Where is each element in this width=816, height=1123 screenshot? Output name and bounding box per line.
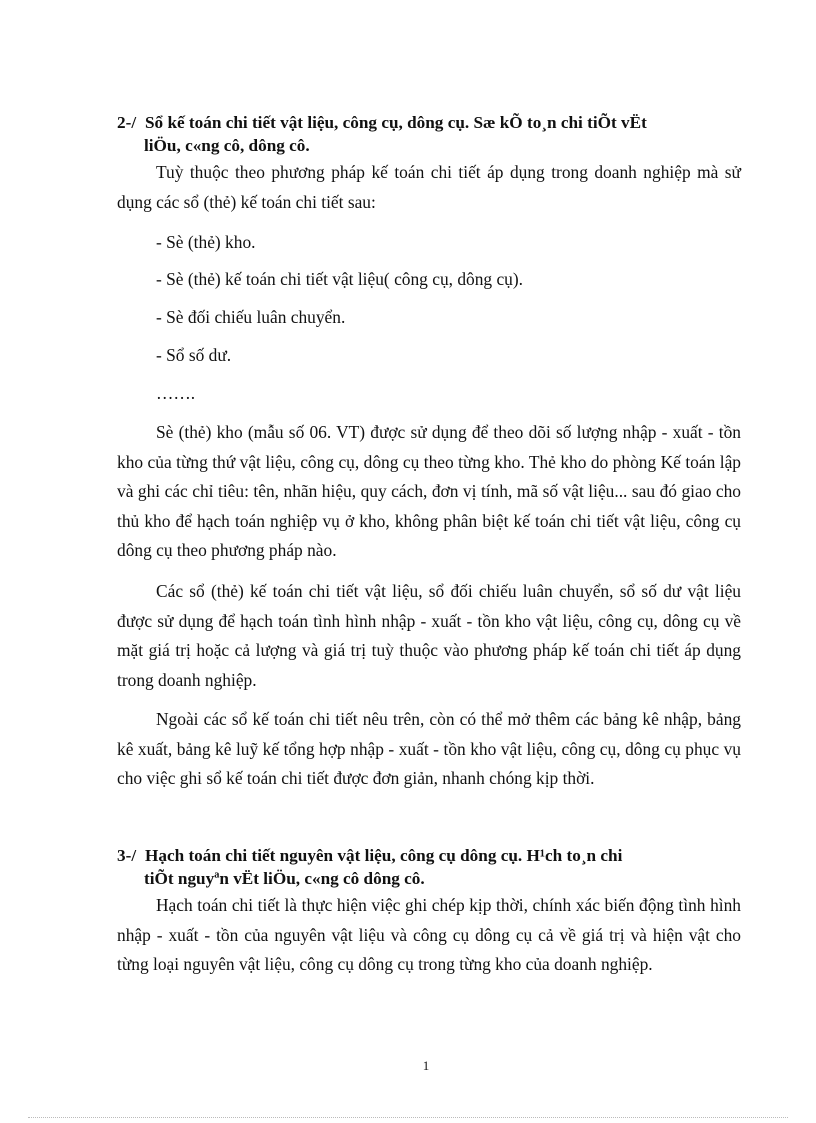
list-item: ……. bbox=[156, 383, 196, 403]
page-number: 1 bbox=[422, 1058, 430, 1073]
list-item: - Sè (thẻ) kế toán chi tiết vật liệu( công cụ, dông cụ). bbox=[156, 269, 524, 289]
section-3-title-line2: tiÕt nguyªn vËt liÖu, c«ng cô dông cô. bbox=[144, 869, 425, 888]
section-3-heading bbox=[117, 844, 741, 890]
section-2-title-line1: Sổ kế toán chi tiết vật liệu, công cụ, dông cụ. Sæ kÕ to¸n chi tiÕt vËt bbox=[145, 113, 647, 132]
paragraph-bang-ke: Ngoài các sổ kế toán chi tiết nêu trên, còn có thể mở thêm các bảng kê nhập, bảng kê xuất, bảng kê luỹ kế tổng hợp nhập - xuất - tồn kho vật liệu, công cụ, dông cụ phục vụ cho việc ghi sổ kế toán chi tiết được đơn giản, nhanh chóng kịp thời. bbox=[117, 709, 741, 788]
section-3-title-line1: Hạch toán chi tiết nguyên vật liệu, công cụ dông cụ. H¹ch to¸n chi bbox=[145, 846, 623, 865]
list-item: - Sè đối chiếu luân chuyển. bbox=[156, 307, 346, 327]
section-2-heading bbox=[117, 111, 741, 157]
list-item: - Sổ số dư. bbox=[156, 345, 232, 365]
section-2-intro: Tuỳ thuộc theo phương pháp kế toán chi tiết áp dụng trong doanh nghiệp mà sử dụng các sổ (thẻ) kế toán chi tiết sau: bbox=[117, 162, 741, 212]
section-3-number: 3-/ bbox=[117, 846, 137, 865]
list-item: - Sè (thẻ) kho. bbox=[156, 232, 256, 252]
footer-divider bbox=[28, 1117, 788, 1118]
paragraph-so-the-kho: Sè (thẻ) kho (mẫu số 06. VT) được sử dụng để theo dõi số lượng nhập - xuất - tồn kho của từng thứ vật liệu, công cụ, dông cụ theo từng kho. Thẻ kho do phòng Kế toán lập và ghi các chỉ tiêu: tên, nhãn hiệu, quy cách, đơn vị tính, mã số vật liệu... sau đó giao cho thủ kho để hạch toán nghiệp vụ ở kho, không phân biệt kế toán chi tiết vật liệu, công cụ dông cụ theo phương pháp nào. bbox=[117, 422, 741, 560]
paragraph-so-ke-toan: Các sổ (thẻ) kế toán chi tiết vật liệu, sổ đối chiếu luân chuyển, sổ số dư vật liệu được sử dụng để hạch toán tình hình nhập - xuất - tồn kho vật liệu, công cụ, dông cụ về mặt giá trị hoặc cả lượng và giá trị tuỳ thuộc vào phương pháp kế toán chi tiết áp dụng trong doanh nghiệp. bbox=[117, 581, 741, 690]
section-2-number: 2-/ bbox=[117, 113, 137, 132]
section-3-paragraph: Hạch toán chi tiết là thực hiện việc ghi chép kịp thời, chính xác biến động tình hình nhập - xuất - tồn của nguyên vật liệu và công cụ dông cụ cả về giá trị và hiện vật cho từng loại nguyên vật liệu, công cụ dông cụ trong từng kho của doanh nghiệp. bbox=[117, 895, 741, 974]
section-2-title-line2: liÖu, c«ng cô, dông cô. bbox=[144, 136, 310, 155]
